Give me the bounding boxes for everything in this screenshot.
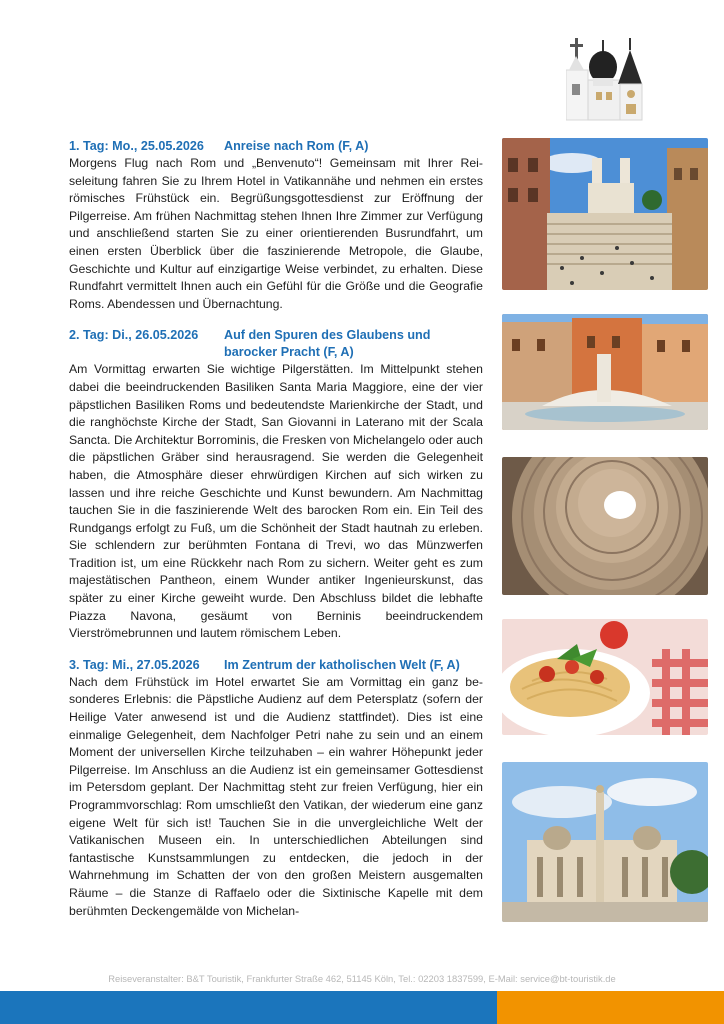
photo-spanish-steps	[502, 138, 708, 290]
day-1	[69, 138, 483, 313]
church-logo	[566, 36, 662, 124]
day-3-heading	[69, 657, 483, 674]
day-1-date: 1. Tag: Mo., 25.05.2026	[69, 139, 204, 153]
day-2-title: Auf den Spuren des Glaubens und barocker Pracht (F, A)	[224, 328, 431, 360]
day-1-heading	[69, 138, 483, 155]
day-3-date: 3. Tag: Mi., 27.05.2026	[69, 657, 200, 672]
footer-bar-orange	[497, 991, 724, 1024]
day-3-title: Im Zentrum der katholischen Welt (F, A)	[224, 657, 460, 672]
photo-pasta	[502, 619, 708, 735]
photo-pantheon-dome	[502, 457, 708, 595]
day-1-text: Morgens Flug nach Rom und „Benvenuto“! Gemeinsam mit Ihrer Reiseleitung fahren Sie zu Ihrem Hotel in Vatikannähe und nehmen ein erstes römisches Frühstück ein. Begrüßungsgottesdienst zur Eröffnung der Pilgerreise. Am frühen Nachmittag stehen Ihnen Ihre Zimmer zur Verfügung und anschließend starten Sie zu einer orientierenden Busrundfahrt, um einen ersten Überblick über die faszinierende Metropole, die Glaube, Geschichte und Kultur auf einzigartige Weise verbindet, zu erhalten. Diese Rundfahrt vermittelt Ihnen auch ein Gefühl für die Größe und die Geografie Roms. Abendessen und Übernachtung.	[69, 156, 483, 311]
day-2-heading	[69, 327, 483, 361]
day-1-title: Anreise nach Rom (F, A)	[224, 139, 369, 153]
day-3	[69, 657, 483, 920]
photo-basilica	[502, 762, 708, 922]
day-2-text: Am Vormittag erwarten Sie wichtige Pilgerstätten. Im Mittelpunkt stehen dabei die beeindruckenden Basiliken Santa Maria Maggiore, eine der vier päpstlichen Basiliken Roms und bedeutendste Marienkirche der Stadt, und die ranghöchste Kirche der Stadt, San Giovanni in Laterano mit der Scala Sancta. Die Architektur Borrominis, die Fresken von Michelangelo oder auch die päpstlichen Gräber sind herausragend. Sie werden die Gelegenheit haben, die Atmosphäre dieser ehrwürdigen Kirchen auf sich wirken zu lassen und ihre reiche Geschichte und Kunst bewundern. Am Nachmittag tauchen Sie in die faszinierende Welt des barocken Rom ein. Ein Teil des Rundgangs erfolgt zu Fuß, um die Schönheit der Stadt hautnah zu erleben. Sie schlendern zur berühmten Fontana di Trevi, wo das Münzwerfen Tradition ist, um eine Rückkehr nach Rom zu sichern. Weiter geht es zum majestätischen Pantheon, einem Wunder antiker Ingenieurskunst, das später zu einer Kirche geweiht wurde. Den Abschluss bildet die lebhafte Piazza Navona, gesäumt von Berninis beeindruckendem Vierströmebrunnen und lautem römischem Leben.	[69, 362, 483, 641]
footer-bar-blue	[0, 991, 497, 1024]
day-3-text: Nach dem Frühstück im Hotel erwartet Sie am Vormittag ein ganz besonderes Erlebnis: die Päpstliche Audienz auf dem Petersplatz (sofern der Heilige Vater anwesend ist und die Audienz stattfindet). Dies ist eine einmalige Gelegenheit, dem Nachfolger Petri nahe zu sein und an einem Moment der universellen Kirche teilzuhaben – ein wahrer Höhepunkt jeder Pilgerreise. Im Anschluss an die Audienz ist ein gemeinsamer Gottesdienst im Petersdom geplant. Der Nachmittag steht zur freien Verfügung, hier ein Programmvorschlag: Rom umschließt den Vatikan, der wiederum eine ganz eigene Welt für sich ist! Tauchen Sie in die unvergleichliche Welt der Vatikanischen Museen ein. In unterschiedlichen Abteilungen sind fantastische Kunstsammlungen zu entdecken, die jedoch in der Wahrnehmung im Schatten der von den großen Meistern ausgemalten Räume – die Stanze di Raffaelo oder die Sixtinische Kapelle mit dem berühmten Deckengemälde von Michelan-	[69, 674, 483, 918]
day-2-date: 2. Tag: Di., 26.05.2026	[69, 328, 199, 343]
day-2	[69, 327, 483, 643]
itinerary	[69, 138, 483, 934]
photo-fountain	[502, 314, 708, 430]
footer-organizer: Reiseveranstalter: B&T Touristik, Frankfurter Straße 462, 51145 Köln, Tel.: 02203 1837599, E-Mail: service@bt-touristik.de	[108, 973, 616, 984]
